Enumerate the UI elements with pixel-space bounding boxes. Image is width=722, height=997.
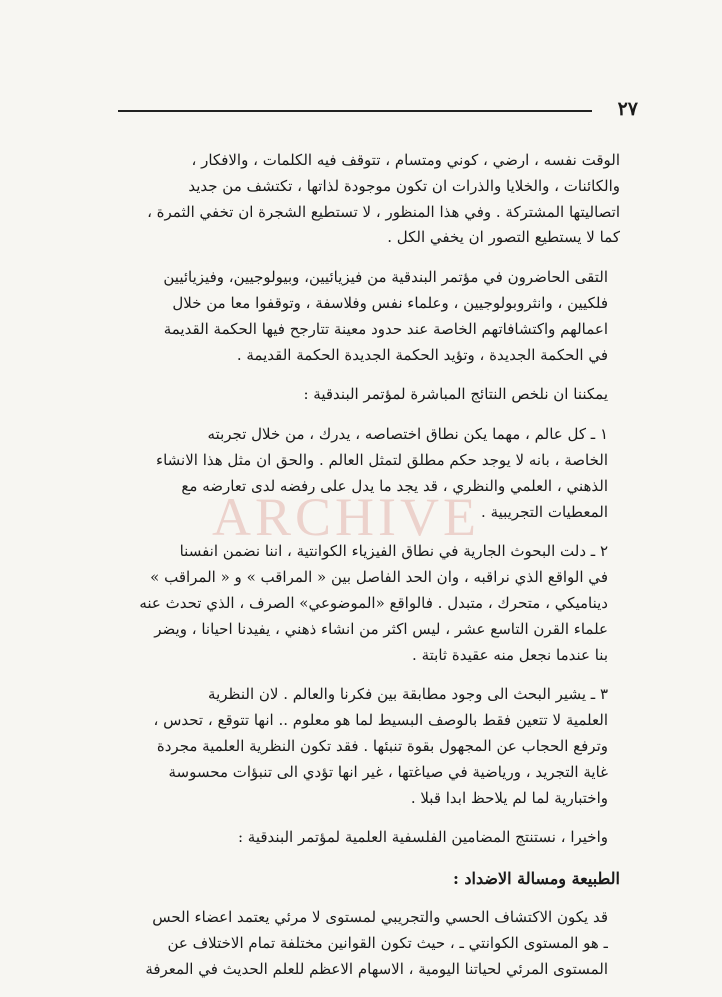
text-line: واختبارية لما لم يلاحظ ابدا قبلا . (410, 788, 608, 807)
text-line: الوقت نفسه ، ارضي ، كوني ومتسام ، تتوقف فيه الكلمات ، والافكار ، (191, 151, 620, 169)
text-line: المعطيات التجريبية . (481, 502, 608, 521)
text-line: العلمية لا تتعين فقط بالوصف البسيط لما هو معلوم .. انها تتوقع ، تحدس ، (153, 711, 608, 730)
text-line: ٢ ـ دلت البحوث الجارية في نطاق الفيزياء الكوانتية ، اننا نضمن انفسنا (179, 542, 608, 561)
paragraph (100, 825, 620, 851)
page-body (100, 148, 620, 997)
page-number: ٢٧ (617, 98, 638, 120)
text-line: في الحكمة الجديدة ، وتؤيد الحكمة الجديدة الحكمة القديمة . (236, 345, 608, 364)
text-line: فلكيين ، وانثروبولوجيين ، وعلماء نفس وفلاسفة ، وتوقفوا معا من خلال (172, 293, 608, 312)
section-heading: الطبيعة ومسالة الاضداد : (452, 869, 620, 889)
paragraph (100, 422, 620, 525)
text-line: قد يكون الاكتشاف الحسي والتجريبي لمستوى لا مرئي يعتمد اعضاء الحس (152, 908, 608, 927)
paragraph (100, 148, 620, 251)
text-line: الخاصة ، بانه لا يوجد حكم مطلق لتمثل العالم . والحق ان مثل هذا الانشاء (156, 450, 608, 469)
text-line: في الواقع الذي نراقبه ، وان الحد الفاصل بين « المراقب » و « المراقب » (150, 568, 608, 587)
text-line: الذهني ، العلمي والنظري ، قد يجد ما يدل على رفضه لدى تعارضه مع (181, 476, 608, 495)
header-rule (118, 110, 592, 112)
paragraph (100, 265, 620, 368)
paragraph (100, 539, 620, 668)
text-line: غاية التجريد ، ورياضية في صياغتها ، غير انها تؤدي الى تنبؤات محسوسة (168, 762, 608, 781)
text-line: كما لا يستطيع التصور ان يخفي الكل . (387, 228, 620, 247)
text-line: ٣ ـ يشير البحث الى وجود مطابقة بين فكرنا والعالم . لان النظرية (208, 685, 608, 704)
text-line: اعمالهم واكتشافاتهم الخاصة عند حدود معينة تتارجح فيها الحكمة القديمة (163, 319, 608, 338)
text-line: علماء القرن التاسع عشر ، ليس اكثر من انشاء ذهني ، يفيدنا احيانا ، ويضر (154, 619, 608, 638)
archive-watermark: ARCHIVE (212, 487, 480, 547)
text-line: واخيرا ، نستنتج المضامين الفلسفية العلمية لمؤتمر البندقية : (237, 828, 608, 847)
paragraph (100, 682, 620, 811)
text-line: وترفع الحجاب عن المجهول بقوة تنبئها . فقد تكون النظرية العلمية مجردة (156, 736, 608, 755)
paragraph (100, 382, 620, 408)
text-line: اتصاليتها المشتركة . وفي هذا المنظور ، لا تستطيع الشجرة ان تخفي الثمرة ، (147, 202, 620, 221)
text-line: ـ هو المستوى الكوانتي ـ ، حيث تكون القوانين مختلفة تمام الاختلاف عن (167, 933, 608, 952)
text-line: بنا عندما نجعل منه عقيدة ثابتة . (412, 645, 608, 664)
paragraphs-container (100, 148, 620, 851)
text-line: ١ ـ كل عالم ، مهما يكن نطاق اختصاصه ، يدرك ، من خلال تجربته (207, 425, 608, 444)
page-header (118, 96, 638, 122)
text-line: يمكننا ان نلخص النتائج المباشرة لمؤتمر البندقية : (303, 385, 608, 404)
text-line: التقى الحاضرون في مؤتمر البندقية من فيزيائيين، وبيولوجيين، وفيزيائيين (163, 268, 608, 287)
text-line: المستوى المرئي لحياتنا اليومية ، الاسهام الاعظم للعلم الحديث في المعرفة (145, 959, 608, 978)
text-line: والكائنات ، والخلايا والذرات ان تكون موجودة لذاتها ، تكتشف من جديد (188, 176, 620, 195)
closing-paragraph (100, 905, 620, 982)
text-line: ديناميكي ، متحرك ، متبدل . فالواقع «الموضوعي» الصرف ، الذي تحدث عنه (139, 593, 608, 612)
